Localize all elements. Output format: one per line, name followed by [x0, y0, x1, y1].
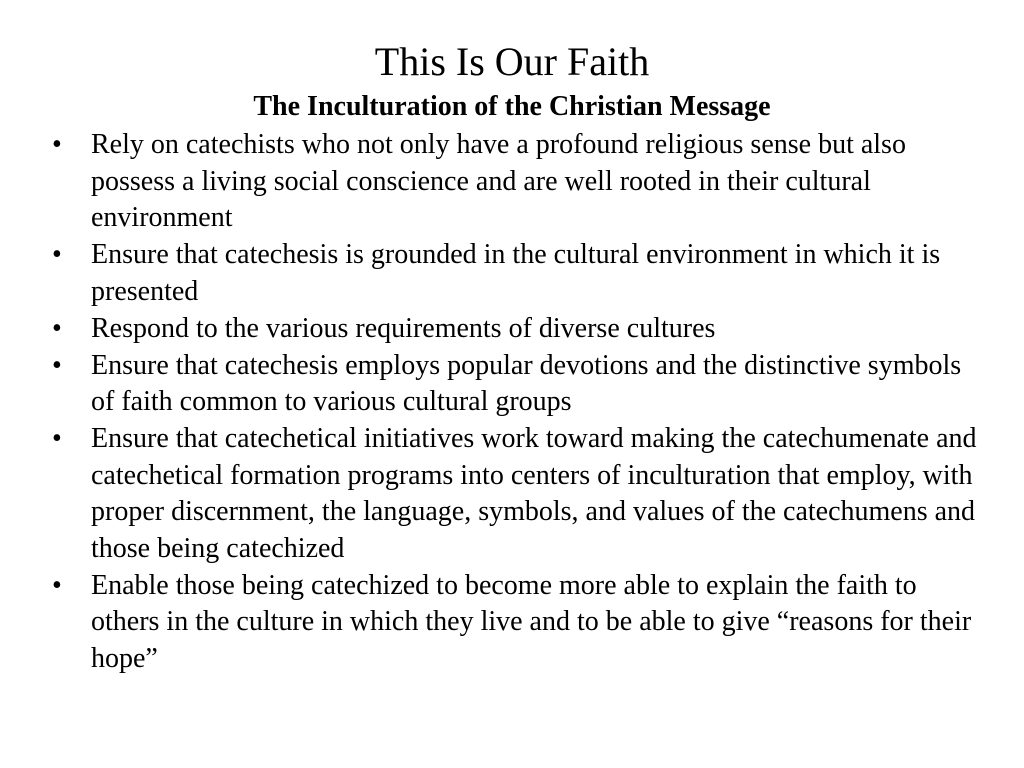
bullet-dot-icon: •	[52, 423, 62, 454]
bullet-text: Rely on catechists who not only have a profound religious sense but also possess a living social conscience and are well rooted in their cultural environment	[91, 129, 906, 233]
bullet-text: Ensure that catechesis employs popular devotions and the distinctive symbols of faith common to various cultural groups	[91, 349, 962, 417]
bullet-text: Respond to the various requirements of diverse cultures	[91, 312, 716, 344]
bullet-dot-icon: •	[52, 349, 62, 381]
bullet-list	[52, 127, 982, 678]
bullet-dot-icon: •	[52, 312, 62, 344]
bullet-item	[52, 311, 982, 348]
bullet-text: Ensure that catechesis is grounded in the cultural environment in which it is presented	[91, 239, 941, 307]
bullet-item	[52, 237, 982, 310]
slide-title: This Is Our Faith	[374, 39, 650, 84]
bullet-dot-icon: •	[52, 239, 62, 270]
bullet-dot-icon: •	[52, 569, 62, 601]
bullet-item	[52, 348, 982, 421]
bullet-text: Enable those being catechized to become more able to explain the faith to others in the culture in which they live and to be able to give “reasons for their hope”	[91, 569, 972, 674]
slide-subtitle: The Inculturation of the Christian Message	[253, 91, 771, 122]
bullet-text: Ensure that catechetical initiatives work toward making the catechumenate and catechetical formation programs into centers of inculturation that employ, with proper discernment, the language, symbols, and values of the catechumens and those being catechized	[91, 423, 977, 564]
bullet-item	[52, 568, 982, 678]
bullet-dot-icon: •	[52, 129, 62, 160]
bullet-item	[52, 421, 982, 567]
bullet-item	[52, 127, 982, 237]
